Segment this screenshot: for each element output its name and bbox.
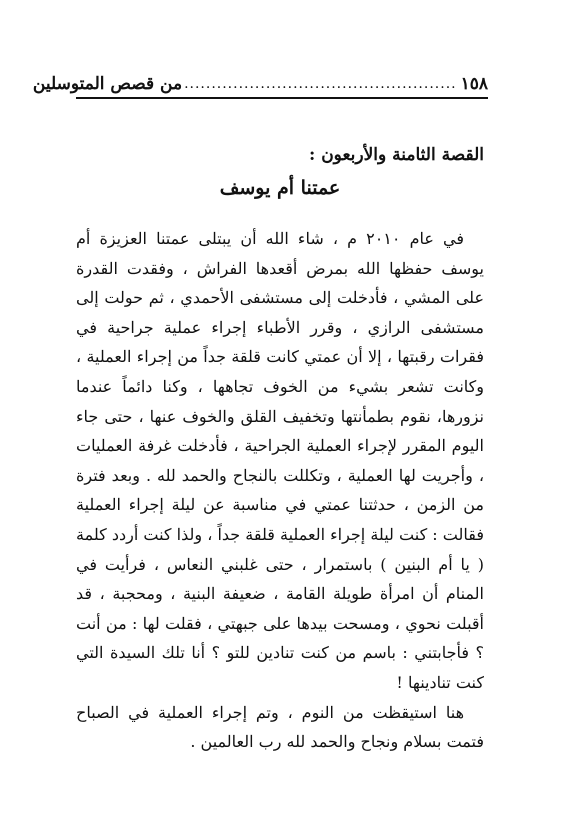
- running-title: من قصص المتوسلين: [32, 74, 183, 94]
- story-body: [76, 224, 484, 757]
- story-heading: القصة الثامنة والأربعون :: [309, 145, 484, 165]
- story-paragraph-2: هنا استيقظت من النوم ، وتم إجراء العملية في الصباح فتمت بسلام ونجاح والحمد لله رب العالمين .: [76, 702, 484, 752]
- page-number: ١٥٨: [460, 74, 488, 94]
- header-dot-leader: ..................................................: [184, 76, 457, 92]
- story-paragraph-1: في عام ٢٠١٠ م ، شاء الله أن يبتلى عمتنا العزيزة أم يوسف حفظها الله بمرض أقعدها الفراش ، وفقدت القدرة على المشي ، فأدخلت إلى مستشفى الأحمدي ، ثم حولت إلى مستشفى الرازي ، وقرر الأطباء إجراء عملية جراحية في فقرات رقبتها ، إلا أن عمتي كانت قلقة جداً من إجراء العملية ، وكانت تشعر بشيء من الخوف تجاهها ، وكنا دائماً عندما نزورها، نقوم بطمأنتها وتخفيف القلق والخوف عنها ، حتى جاء اليوم المقرر لإجراء العملية الجراحية ، فأدخلت غرفة العمليات ، وأجريت لها العملية ، وتكللت بالنجاح والحمد لله . وبعد فترة من الزمن ، حدثتنا عمتي في مناسبة عن ليلة إجراء العملية فقالت : كنت ليلة إجراء العملية قلقة جداً ، ولذا كنت أردد كلمة ( يا أم البنين ) باستمرار ، حتى غلبني النعاس ، فرأيت في المنام أن امرأة طويلة القامة ، ضعيفة البنية ، ومحجبة ، قد أقبلت نحوي ، ومسحت بيدها على جبهتي ، فقلت لها : من أنت ؟ فأجابتني : باسم من كنت تنادين للتو ؟ أنا تلك السيدة التي كنت تنادينها !: [76, 229, 484, 692]
- story-title: عمتنا أم يوسف: [219, 177, 341, 199]
- header-rule: [76, 97, 488, 99]
- page-header: [32, 66, 488, 94]
